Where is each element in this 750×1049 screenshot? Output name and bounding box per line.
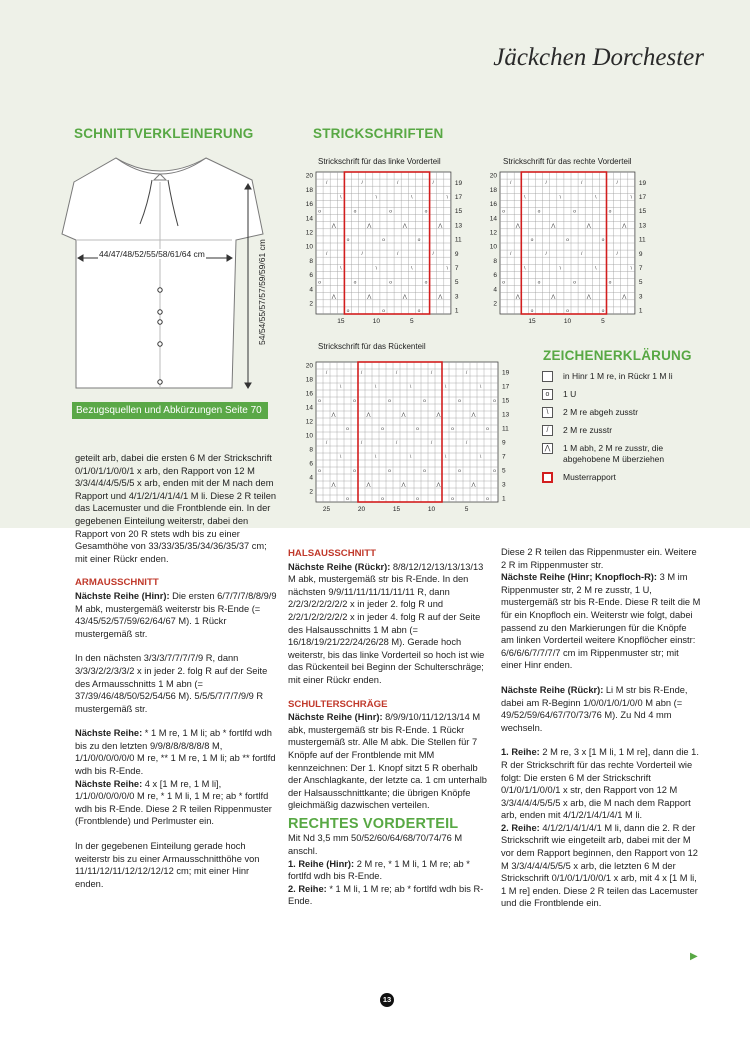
stitch-symbol: / (616, 181, 618, 187)
stitch-symbol: \ (340, 195, 342, 201)
row-label: 1 (454, 307, 459, 315)
stitch-symbol: o (601, 238, 605, 244)
stitch-symbol: o (417, 238, 421, 244)
row-label: 17 (502, 383, 510, 391)
stitch-symbol: o (486, 497, 489, 503)
stitch-symbol: o (346, 427, 349, 433)
col-label: 5 (601, 318, 605, 325)
stitch-symbol: / (430, 441, 433, 447)
stitch-symbol: / (361, 252, 363, 258)
stitch-symbol: / (325, 181, 328, 187)
stitch-symbol: o (458, 469, 461, 475)
heading-rechtes-vorderteil: RECHTES VORDERTEIL (288, 815, 459, 832)
stitch-symbol: / (509, 181, 512, 187)
row-label: 2 (493, 300, 497, 308)
row-label: 2 (309, 488, 313, 496)
paragraph: In den nächsten 3/3/3/7/7/7/7/9 R, dann 3/3/3/2/2/3/3/2 x in jeder 2. folg R auf der Seite des Armausschnitts 1 M abn (= 37/39/46/48/50/52/54/56 M). 5/5/5/7/7/7/9/9 R mustergemäß str. (75, 653, 268, 714)
stitch-symbol: / (325, 371, 328, 377)
row-label: 18 (305, 186, 313, 194)
stitch-symbol: \ (374, 455, 377, 461)
width-label: 44/47/48/52/55/58/61/64 cm (99, 249, 205, 259)
stitch-symbol: o (451, 497, 454, 503)
paragraph: 2. Reihe: 4/1/2/1/4/1/4/1 M li, dann die 2. R der Strickschrift wie eingeteilt arb, dabei mit der M vor dem Rapport beginnen, den Rapport von 12 M 3/3/4/4/4/5/5/5 x arb, die letzten 6 M der Strickschrift 0/1/0/1/1/0/0/1 x arb, mit 4 x [1 M li, 1 M re] enden. Diese 2 R teilen das Lacemuster und die Frontblende ein. (501, 822, 698, 909)
paragraph: Nächste Reihe: * 1 M re, 1 M li; ab * fortlfd wdh bis zu den letzten 9/9/8/8/8/8/8/8 M, 1/1/0/0/0/0/0/0 M re, ** 1 M re, 1 M li; ab ** fortlfd wdh bis R-Ende. (75, 728, 276, 777)
height-label: 54/54/55/57/57/59/59/61 cm (257, 239, 267, 345)
stitch-symbol: o (318, 280, 321, 286)
row-label: 15 (454, 208, 463, 216)
stitch-symbol: ⋀ (515, 294, 520, 300)
col-label: 15 (337, 318, 345, 325)
stitch-symbol: o (530, 238, 534, 244)
row-label: 10 (489, 243, 497, 251)
row-label: 19 (638, 179, 647, 187)
stitch-symbol: o (537, 209, 541, 215)
row-label: 12 (305, 229, 313, 237)
page-number: 13 (380, 993, 394, 1007)
stitch-symbol: o (417, 309, 421, 315)
row-label: 3 (638, 293, 643, 301)
stitch-symbol: o (424, 280, 428, 286)
row-label: 8 (309, 446, 313, 454)
stitch-symbol: \ (340, 266, 342, 272)
paragraph: Nächste Reihe (Hinr; Knopfloch-R): 3 M im Rippenmuster str, 2 M re zusstr, 1 U, mustergemäß str bis R-Ende. Diese R teilt die M für ein Knopfloch ein. Weiterstr wie folgt, dabei passend zu den Markierungen für die Knöpfe am linken Vorderteil weitere Knopflöcher einstr: 6/6/6/6/7/7/7/7 cm im Rippenmuster str; mit einer Hinr enden. (501, 572, 701, 671)
text-column-1 (75, 452, 280, 902)
paragraph: Nächste Reihe (Rückr): Li M str bis R-Ende, dabei am R-Beginn 1/0/0/1/0/1/0/0 M abn (= 49/52/59/64/67/70/73/76 M). Zu Nd 4 mm wechseln. (501, 684, 688, 733)
stitch-symbol: o (381, 427, 384, 433)
stitch-symbol: \ (524, 195, 526, 201)
legend-symbol-red (542, 472, 553, 483)
stitch-symbol: o (346, 238, 350, 244)
stitch-symbol: ⋀ (515, 223, 520, 229)
stitch-symbol: o (502, 280, 505, 286)
row-label: 13 (502, 411, 510, 419)
stitch-symbol: ⋀ (436, 413, 441, 419)
stitch-symbol: \ (411, 266, 413, 272)
stitch-symbol: o (566, 238, 569, 244)
row-label: 3 (502, 481, 506, 489)
paragraph: 1. Reihe: 2 M re, 3 x [1 M li, 1 M re], dann die 1. R der Strickschrift für das rechte Vorderteil wie folgt: Die ersten 6 M der Strickschrift 0/1/0/1/1/0/0/1 x str, den Rapport von 12 M 3/3/4/4/4/5/5/5 x arb, die M nach dem Rapport arb, enden mit 4/1/2/1/4/1/4/1 M li. (501, 747, 699, 821)
legend (542, 371, 712, 490)
row-label: 16 (305, 390, 313, 398)
stitch-symbol: ⋀ (331, 223, 336, 229)
row-label: 2 (309, 300, 313, 308)
legend-item (542, 443, 712, 465)
row-label: 19 (502, 369, 510, 377)
legend-text: 1 U (563, 389, 577, 399)
legend-symbol: \ (542, 407, 553, 418)
stitch-symbol: o (382, 309, 385, 315)
stitch-symbol: ⋀ (586, 294, 591, 300)
row-label: 7 (502, 453, 506, 461)
row-label: 15 (638, 208, 647, 216)
page-title: Jäckchen Dorchester (493, 44, 704, 71)
stitch-symbol: ⋀ (436, 483, 441, 489)
stitch-symbol: ⋀ (471, 413, 476, 419)
legend-text: Musterrapport (563, 472, 616, 482)
row-label: 11 (454, 236, 462, 244)
stitch-symbol: ⋀ (586, 223, 591, 229)
heading-strickschriften: STRICKSCHRIFTEN (313, 126, 444, 141)
row-label: 11 (502, 425, 509, 433)
stitch-symbol: / (509, 252, 512, 258)
row-label: 4 (309, 286, 313, 294)
heading-schulterschraege: SCHULTERSCHRÄGE (288, 698, 388, 710)
stitch-symbol: ⋀ (402, 294, 407, 300)
stitch-symbol: ⋀ (438, 223, 443, 229)
col-label: 5 (464, 506, 469, 513)
stitch-symbol: o (530, 309, 534, 315)
paragraph: Nächste Reihe: 4 x [1 M re, 1 M li], 1/1/0/0/0/0/0/0 M re, * 1 M li, 1 M re; ab * fortlfd wdh bis R-Ende. Diese 2 R teilen Rippenmuster (Frontblende) und Perlmuster ein. (75, 778, 272, 827)
stitch-symbol: / (580, 252, 583, 258)
stitch-symbol: o (346, 309, 350, 315)
heading-halsausschnitt: HALSAUSSCHNITT (288, 548, 376, 559)
stitch-symbol: o (424, 209, 428, 215)
chart-rueckenteil (300, 358, 520, 518)
col-label: 15 (528, 318, 536, 325)
stitch-symbol: ⋀ (622, 223, 627, 229)
row-label: 1 (502, 495, 506, 503)
stitch-symbol: ⋀ (551, 223, 556, 229)
next-page-arrow-icon: ▶ (690, 951, 698, 962)
row-label: 8 (493, 257, 497, 265)
stitch-symbol: o (318, 399, 321, 405)
row-label: 18 (489, 186, 497, 194)
stitch-symbol: \ (339, 455, 342, 461)
stitch-symbol: o (493, 399, 496, 405)
stitch-symbol: o (416, 427, 419, 433)
row-label: 14 (305, 404, 313, 412)
stitch-symbol: \ (595, 195, 597, 201)
stitch-symbol: \ (375, 266, 378, 272)
stitch-symbol: \ (409, 455, 412, 461)
stitch-symbol: o (382, 238, 385, 244)
chart-right-vorderteil (484, 168, 654, 330)
row-label: 15 (502, 397, 510, 405)
row-label: 14 (305, 215, 313, 223)
stitch-symbol: o (423, 399, 426, 405)
row-label: 9 (502, 439, 506, 447)
heading-armausschnitt: ARMAUSSCHNITT (75, 577, 159, 589)
stitch-symbol: ⋀ (366, 413, 371, 419)
legend-text: 1 M abh, 2 M re zusstr, die abgehobene M überziehen (563, 443, 665, 464)
legend-item (542, 389, 712, 400)
stitch-symbol: / (325, 441, 328, 447)
garment-schematic (56, 144, 276, 404)
stitch-symbol: / (432, 252, 434, 258)
chart-left-title: Strickschrift für das linke Vorderteil (318, 157, 441, 166)
stitch-symbol: ⋀ (402, 223, 407, 229)
stitch-symbol: ⋀ (331, 483, 336, 489)
stitch-symbol: / (616, 252, 618, 258)
legend-text: 2 M re abgeh zusstr (563, 407, 639, 417)
stitch-symbol: o (318, 469, 321, 475)
stitch-symbol: o (537, 280, 541, 286)
paragraph: Diese 2 R teilen das Rippenmuster ein. Weitere 2 R im Rippenmuster str. (501, 547, 697, 570)
stitch-symbol: \ (339, 385, 342, 391)
legend-symbol: / (542, 425, 553, 436)
col-label: 5 (410, 318, 414, 325)
row-label: 14 (489, 215, 497, 223)
stitch-symbol: \ (559, 195, 562, 201)
stitch-symbol: o (458, 399, 461, 405)
paragraph: Nächste Reihe (Rückr): 8/8/12/12/13/13/13/13 M abk, mustergemäß str bis R-Ende. In den nächsten 9/9/11/11/11/11/11/11 R, dann 2/2/3/2/2/2/2/2 x in jeder 2. folg R und 2/2/1/2/2/2/2/2 x in jeder 4. folg R auf der Seite des Halsausschnitts 1 M abn (= 16/18/19/21/22/24/26/28 M). Gerade hoch weiterstr, bis das linke Vorderteil so hoch ist wie das Rückenteil bei Beginn der Schulterschräge; mit einer Rückr enden. (288, 561, 485, 685)
stitch-symbol: o (389, 280, 392, 286)
col-label: 10 (427, 506, 436, 513)
legend-symbol: o (542, 389, 553, 400)
row-label: 17 (638, 193, 647, 201)
source-bar: Bezugsquellen und Abkürzungen Seite 70 (72, 402, 268, 419)
stitch-symbol: ⋀ (471, 483, 476, 489)
col-label: 15 (392, 506, 401, 513)
row-label: 20 (489, 172, 497, 180)
stitch-symbol: ⋀ (366, 483, 371, 489)
stitch-symbol: o (573, 280, 576, 286)
col-label: 25 (322, 506, 331, 513)
legend-symbol (542, 371, 553, 382)
row-label: 3 (454, 293, 459, 301)
stitch-symbol: / (432, 181, 434, 187)
paragraph: Mit Nd 3,5 mm 50/52/60/64/68/70/74/76 M anschl. (288, 833, 463, 857)
heading-zeichenerklaerung: ZEICHENERKLÄRUNG (543, 348, 692, 363)
stitch-symbol: / (361, 181, 363, 187)
stitch-symbol: ⋀ (367, 294, 372, 300)
row-label: 6 (309, 272, 313, 280)
row-label: 11 (638, 236, 646, 244)
row-label: 12 (305, 418, 313, 426)
stitch-symbol: / (396, 181, 399, 187)
text-column-2 (288, 546, 491, 920)
stitch-symbol: o (353, 399, 356, 405)
stitch-symbol: o (353, 209, 357, 215)
chart-back-title: Strickschrift für das Rückenteil (318, 342, 426, 351)
heading-schnittverkleinerung: SCHNITTVERKLEINERUNG (74, 126, 254, 141)
stitch-symbol: ⋀ (401, 413, 406, 419)
stitch-symbol: / (465, 371, 468, 377)
legend-symbol: ⋀ (542, 443, 553, 454)
stitch-symbol: o (388, 399, 391, 405)
stitch-symbol: / (465, 441, 468, 447)
legend-item (542, 472, 712, 483)
stitch-symbol: o (608, 209, 612, 215)
row-label: 5 (454, 279, 459, 287)
stitch-symbol: \ (630, 195, 633, 201)
stitch-symbol: / (430, 371, 433, 377)
col-label: 20 (357, 506, 366, 513)
stitch-symbol: \ (409, 385, 412, 391)
stitch-symbol: ⋀ (551, 294, 556, 300)
stitch-symbol: / (545, 252, 547, 258)
stitch-symbol: o (346, 497, 349, 503)
col-label: 10 (563, 318, 572, 325)
stitch-symbol: / (360, 441, 363, 447)
paragraph: 2. Reihe: * 1 M li, 1 M re; ab * fortlfd wdh bis R-Ende. (288, 883, 484, 907)
row-label: 16 (489, 201, 497, 209)
row-label: 5 (502, 467, 506, 475)
stitch-symbol: \ (374, 385, 377, 391)
stitch-symbol: \ (411, 195, 413, 201)
row-label: 19 (454, 179, 463, 187)
col-label: 10 (372, 318, 380, 325)
paragraph: Nächste Reihe (Hinr): 8/9/9/10/11/12/13/14 M abk, mustergemäß str bis R-Ende. 1 Rückr mustergemäß str. Alle M abk. Die Stellen für 7 Knöpfe auf der Frontblende mit MM kennzeichnen: Der 1. Knopf sitzt 5 R oberhalb der Anschlagkante, der letzte ca. 1 cm unterhalb der Halsausschnittkante; die übrigen Knöpfe gleichmäßig dazwischen verteilen. (288, 712, 487, 811)
stitch-symbol: \ (444, 455, 447, 461)
row-label: 20 (305, 172, 313, 180)
row-label: 4 (493, 286, 497, 294)
stitch-symbol: \ (446, 266, 449, 272)
stitch-symbol: \ (479, 385, 482, 391)
legend-item (542, 371, 712, 382)
row-label: 6 (309, 460, 313, 468)
chart-left-vorderteil (300, 168, 470, 330)
stitch-symbol: / (545, 181, 547, 187)
paragraph: geteilt arb, dabei die ersten 6 M der Strickschrift 0/1/0/1/1/0/0/1 x arb, den Rapport von 12 M 3/3/4/4/4/5/5/5 x arb, enden mit der M nach dem Rapport und 4/1/2/1/4/1/4/1 M li. Diese 2 R teilen das Lacemuster und die Frontblende ein. In der gegebenen Einteilung weiterstr, dabei den Rapport von 20 R stets wdh bis zu einer Gesamthöhe von 33/33/35/35/34/36/35/37 cm; mit einer Rückr enden. (75, 453, 277, 564)
stitch-symbol: \ (375, 195, 378, 201)
stitch-symbol: o (381, 497, 384, 503)
stitch-symbol: \ (595, 266, 597, 272)
stitch-symbol: o (566, 309, 569, 315)
row-label: 10 (305, 432, 313, 440)
stitch-symbol: o (573, 209, 576, 215)
paragraph: 1. Reihe (Hinr): 2 M re, * 1 M li, 1 M re; ab * fortlfd wdh bis R-Ende. (288, 858, 470, 882)
stitch-symbol: / (325, 252, 328, 258)
row-label: 5 (638, 279, 643, 287)
stitch-symbol: o (388, 469, 391, 475)
chart-right-title: Strickschrift für das rechte Vorderteil (503, 157, 632, 166)
stitch-symbol: o (502, 209, 505, 215)
row-label: 20 (305, 362, 313, 370)
stitch-symbol: o (451, 427, 454, 433)
stitch-symbol: o (486, 427, 489, 433)
row-label: 9 (454, 250, 459, 258)
stitch-symbol: \ (524, 266, 526, 272)
stitch-symbol: o (353, 280, 357, 286)
row-label: 12 (489, 229, 497, 237)
stitch-symbol: ⋀ (438, 294, 443, 300)
stitch-symbol: o (353, 469, 356, 475)
paragraph: In der gegebenen Einteilung gerade hoch weiterstr bis zu einer Armausschnitthöhe von 11/11/12/11/12/12/12/12 cm; mit einer Hinr enden. (75, 841, 260, 889)
stitch-symbol: ⋀ (401, 483, 406, 489)
stitch-symbol: \ (559, 266, 562, 272)
row-label: 8 (309, 257, 313, 265)
stitch-symbol: ⋀ (331, 413, 336, 419)
row-label: 7 (638, 264, 643, 272)
stitch-symbol: o (416, 497, 419, 503)
stitch-symbol: \ (630, 266, 633, 272)
stitch-symbol: o (423, 469, 426, 475)
text-column-3 (501, 546, 701, 922)
legend-item (542, 407, 712, 418)
row-label: 13 (454, 222, 463, 230)
stitch-symbol: / (395, 371, 398, 377)
paragraph: Nächste Reihe (Hinr): Die ersten 6/7/7/7/8/8/9/9 M abk, mustergemäß weiterstr bis R-Ende (= 43/45/52/57/59/62/64/67 M). 1 Rückr mustergemäß str. (75, 590, 277, 639)
stitch-symbol: o (389, 209, 392, 215)
row-label: 1 (638, 307, 643, 315)
row-label: 7 (454, 264, 459, 272)
stitch-symbol: o (608, 280, 612, 286)
stitch-symbol: \ (446, 195, 449, 201)
legend-text: in Hinr 1 M re, in Rückr 1 M li (563, 371, 673, 381)
row-label: 13 (638, 222, 647, 230)
stitch-symbol: o (493, 469, 496, 475)
stitch-symbol: / (360, 371, 363, 377)
stitch-symbol: ⋀ (331, 294, 336, 300)
row-label: 6 (493, 272, 497, 280)
stitch-symbol: / (396, 252, 399, 258)
row-label: 10 (305, 243, 313, 251)
stitch-symbol: / (580, 181, 583, 187)
stitch-symbol: o (318, 209, 321, 215)
row-label: 9 (638, 250, 643, 258)
stitch-symbol: \ (479, 455, 482, 461)
row-label: 18 (305, 376, 313, 384)
stitch-symbol: ⋀ (622, 294, 627, 300)
stitch-symbol: ⋀ (367, 223, 372, 229)
stitch-symbol: / (395, 441, 398, 447)
stitch-symbol: o (601, 309, 605, 315)
row-label: 17 (454, 193, 463, 201)
stitch-symbol: \ (444, 385, 447, 391)
legend-item (542, 425, 712, 436)
legend-text: 2 M re zusstr (563, 425, 613, 435)
row-label: 16 (305, 201, 313, 209)
row-label: 4 (309, 474, 313, 482)
